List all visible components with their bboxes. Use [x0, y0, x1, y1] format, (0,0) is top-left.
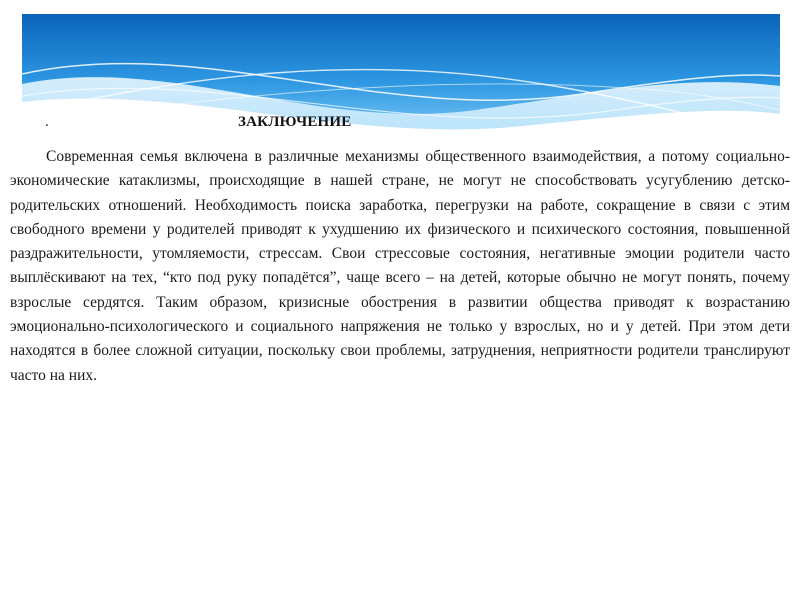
body-paragraph: Современная семья включена в различные механизмы общественного взаимодействия, а потому социально-экономические катаклизмы, происходящие в нашей стране, не могут не способствовать усугублению детско-родительских отношений. Необходимость поиска заработка, перегрузки на работе, сокращение в связи с этим свободного времени у родителей приводят к ухудшению их физического и психического состояния, повышенной раздражительности, утомляемости, стрессам. Свои стрессовые состояния, негативные эмоции родители часто выплёскивают на тех, “кто под руку попадётся”, чаще всего – на детей, которые обычно не могут понять, почему взрослые сердятся. Таким образом, кризисные обострения в развитии общества приводят к возрастанию эмоционально-психологического и социального напряжения не только у взрослых, но и у детей. При этом дети находятся в более сложной ситуации, поскольку свои проблемы, затруднения, неприятности родители транслируют часто на них.	[10, 148, 790, 384]
title-row	[0, 108, 800, 132]
bullet-dot: .	[45, 114, 49, 130]
page-title: ЗАКЛЮЧЕНИЕ	[238, 114, 352, 130]
